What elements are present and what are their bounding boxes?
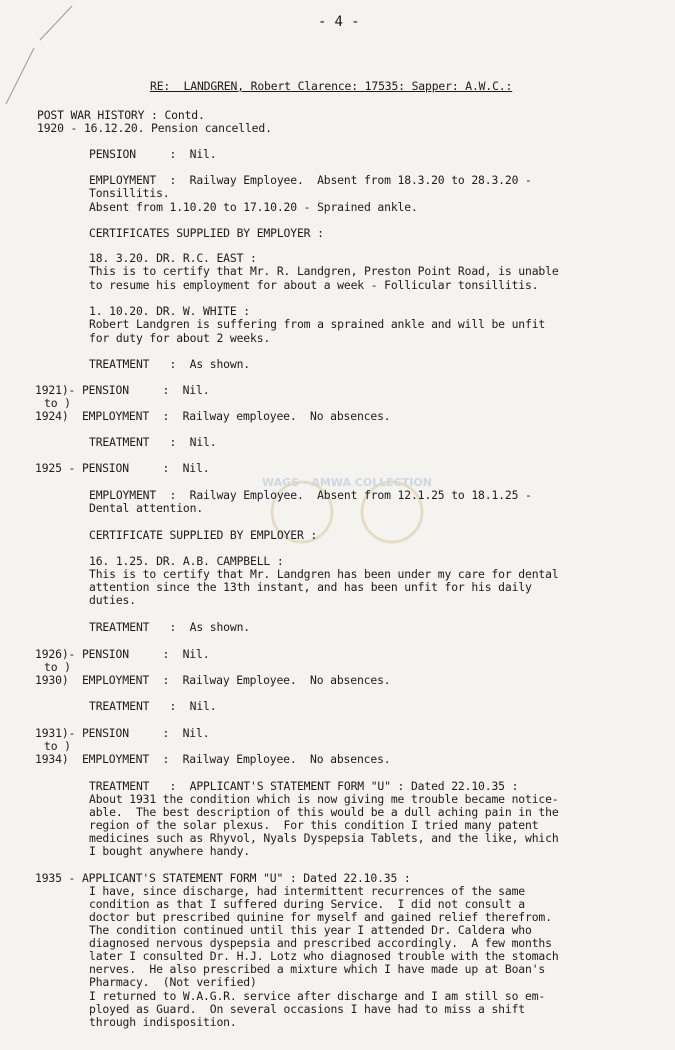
- text-line: Tonsillitis.: [89, 186, 170, 200]
- text-line: to ): [44, 660, 71, 674]
- text-line: attention since the 13th instant, and has been unfit for his daily: [89, 580, 532, 594]
- text-line: TREATMENT : As shown.: [89, 620, 250, 634]
- text-line: 1935 - APPLICANT'S STATEMENT FORM "U" : Dated 22.10.35 :: [35, 871, 411, 885]
- text-line: able. The best description of this would be a dull aching pain in the: [89, 805, 559, 819]
- text-line: duties.: [89, 593, 136, 607]
- text-line: 18. 3.20. DR. R.C. EAST :: [89, 251, 257, 265]
- text-line: 1934) EMPLOYMENT : Railway Employee. No absences.: [35, 752, 391, 766]
- text-line: TREATMENT : Nil.: [89, 435, 217, 449]
- text-line: 1931)- PENSION : Nil.: [35, 726, 210, 740]
- text-line: 1930) EMPLOYMENT : Railway Employee. No absences.: [35, 673, 391, 687]
- text-line: TREATMENT : As shown.: [89, 357, 250, 371]
- text-line: 1926)- PENSION : Nil.: [35, 647, 210, 661]
- text-line: Pharmacy. (Not verified): [89, 975, 257, 989]
- text-line: 1921)- PENSION : Nil.: [35, 383, 210, 397]
- text-line: nerves. He also prescribed a mixture which I have made up at Boan's: [89, 962, 546, 976]
- text-line: I bought anywhere handy.: [89, 844, 250, 858]
- text-line: to ): [44, 739, 71, 753]
- text-line: Robert Landgren is suffering from a sprained ankle and will be unfit: [89, 317, 546, 331]
- text-line: TREATMENT : Nil.: [89, 699, 217, 713]
- text-line: PENSION : Nil.: [89, 147, 217, 161]
- text-line: for duty for about 2 weeks.: [89, 331, 271, 345]
- stamp-text: WAGS - AMWA COLLECTION: [262, 476, 432, 489]
- text-line: condition as that I suffered during Service. I did not consult a: [89, 897, 526, 911]
- text-line: ployed as Guard. On several occasions I have had to miss a shift: [89, 1002, 526, 1016]
- text-line: to ): [44, 396, 71, 410]
- text-line: This is to certify that Mr. Landgren has been under my care for dental: [89, 567, 559, 581]
- text-line: EMPLOYMENT : Railway Employee. Absent from 12.1.25 to 18.1.25 -: [89, 488, 532, 502]
- text-line: CERTIFICATES SUPPLIED BY EMPLOYER :: [89, 226, 324, 240]
- text-line: diagnosed nervous dyspepsia and prescribed accordingly. A few months: [89, 936, 552, 950]
- text-line: 1925 - PENSION : Nil.: [35, 461, 210, 475]
- text-line: Dental attention.: [89, 501, 204, 515]
- text-line: I returned to W.A.G.R. service after discharge and I am still so em-: [89, 989, 546, 1003]
- text-line: through indisposition.: [89, 1015, 237, 1029]
- text-line: later I consulted Dr. H.J. Lotz who diagnosed trouble with the stomach: [89, 949, 559, 963]
- text-line: 1920 - 16.12.20. Pension cancelled.: [37, 121, 272, 135]
- text-line: CERTIFICATE SUPPLIED BY EMPLOYER :: [89, 528, 318, 542]
- text-line: medicines such as Rhyvol, Nyals Dyspepsia Tablets, and the like, which: [89, 831, 559, 845]
- text-line: 16. 1.25. DR. A.B. CAMPBELL :: [89, 554, 284, 568]
- text-line: to resume his employment for about a week - Follicular tonsillitis.: [89, 278, 539, 292]
- text-line: Absent from 1.10.20 to 17.10.20 - Sprained ankle.: [89, 200, 418, 214]
- text-line: I have, since discharge, had intermittent recurrences of the same: [89, 884, 526, 898]
- text-line: About 1931 the condition which is now giving me trouble became notice-: [89, 792, 559, 806]
- text-line: 1. 10.20. DR. W. WHITE :: [89, 304, 250, 318]
- text-line: 1924) EMPLOYMENT : Railway employee. No absences.: [35, 409, 391, 423]
- text-line: region of the solar plexus. For this condition I tried many patent: [89, 818, 539, 832]
- text-line: POST WAR HISTORY : Contd.: [37, 108, 205, 122]
- text-line: The condition continued until this year I attended Dr. Caldera who: [89, 923, 532, 937]
- document-reference: RE: LANDGREN, Robert Clarence: 17535: Sapper: A.W.C.:: [150, 79, 513, 93]
- text-line: This is to certify that Mr. R. Landgren, Preston Point Road, is unable: [89, 264, 559, 278]
- page-number: - 4 -: [318, 14, 360, 30]
- pencil-mark: [0, 0, 80, 110]
- text-line: EMPLOYMENT : Railway Employee. Absent from 18.3.20 to 28.3.20 -: [89, 173, 532, 187]
- text-line: doctor but prescribed quinine for myself and gained relief therefrom.: [89, 910, 552, 924]
- text-line: TREATMENT : APPLICANT'S STATEMENT FORM "U" : Dated 22.10.35 :: [89, 779, 519, 793]
